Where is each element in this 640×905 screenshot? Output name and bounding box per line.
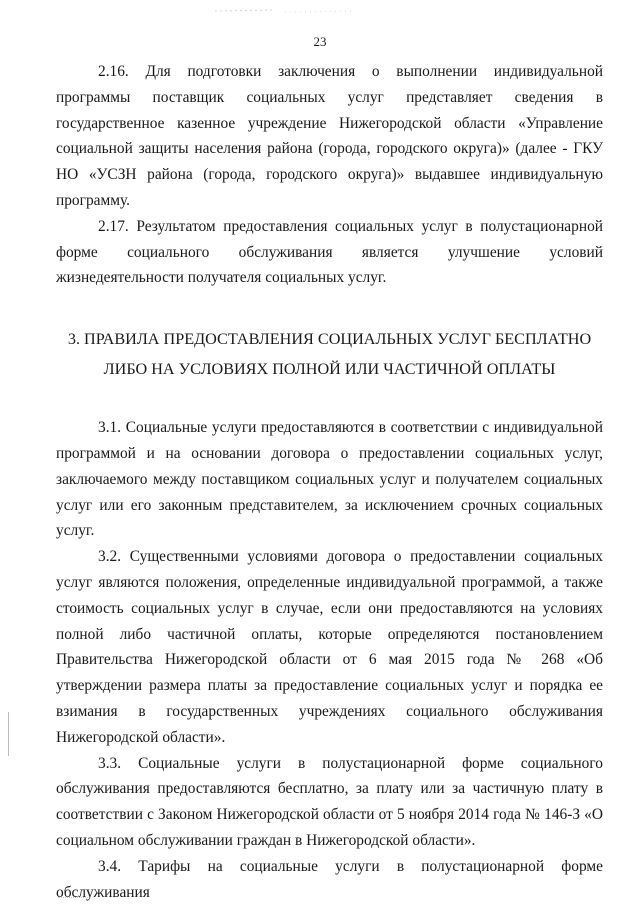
paragraph-3-2: 3.2. Существенными условиями договора о предоставлении социальных услуг являются положения, определенные индивидуальной программой, а также стоимость социальных услуг в случае, если они предоставляются на условиях полной либо частичной оплаты, которые определяются постановлением Правительства Нижегородской области от 6 мая 2015 года № 268 «Об утверждении размера платы за предоставление социальных услуг и порядка ее взимания в государственных учреждениях социального обслуживания Нижегородской области». (56, 548, 603, 746)
scan-artifact (215, 6, 355, 16)
scan-edge-mark (8, 712, 9, 756)
page-number: 23 (313, 34, 327, 49)
paragraph-2-17: 2.17. Результатом предоставления социальных услуг в полустационарной форме социального обслуживания является улучшение условий жизнедеятельности получателя социальных услуг. (56, 217, 603, 287)
paragraph-3-4: 3.4. Тарифы на социальные услуги в полустационарной форме обслуживания (56, 857, 603, 901)
paragraph-3-3: 3.3. Социальные услуги в полустационарной форме социального обслуживания предоставляются бесплатно, за плату или за частичную плату в соответствии с Законом Нижегородской области от 5 ноября 2014 года № 146-З «О социальном обслуживании граждан в Нижегородской области». (56, 754, 603, 849)
section-heading-line-1: 3. ПРАВИЛА ПРЕДОСТАВЛЕНИЯ СОЦИАЛЬНЫХ УСЛУГ БЕСПЛАТНО (67, 330, 592, 349)
paragraph-3-1: 3.1. Социальные услуги предоставляются в соответствии с индивидуальной программой и на основании договора о предоставлении социальных услуг, заключаемого между поставщиком социальных услуг и получателем социальных услуг или его законным представителем, за исключением срочных социальных услуг. (56, 419, 603, 540)
paragraph-2-16: 2.16. Для подготовки заключения о выполнении индивидуальной программы поставщик социальных услуг представляет сведения в государственное казенное учреждение Нижегородской области «Управление социальной защиты населения района (города, городского округа)» (далее - ГКУ НО «УСЗН района (города, городского округа)» выдавшее индивидуальную программу. (56, 63, 603, 209)
document-body (56, 59, 603, 905)
scan-corner-mark (58, 897, 88, 902)
section-heading-line-2: ЛИБО НА УСЛОВИЯХ ПОЛНОЙ ИЛИ ЧАСТИЧНОЙ ОПЛАТЫ (103, 360, 556, 379)
section-heading (56, 324, 603, 384)
